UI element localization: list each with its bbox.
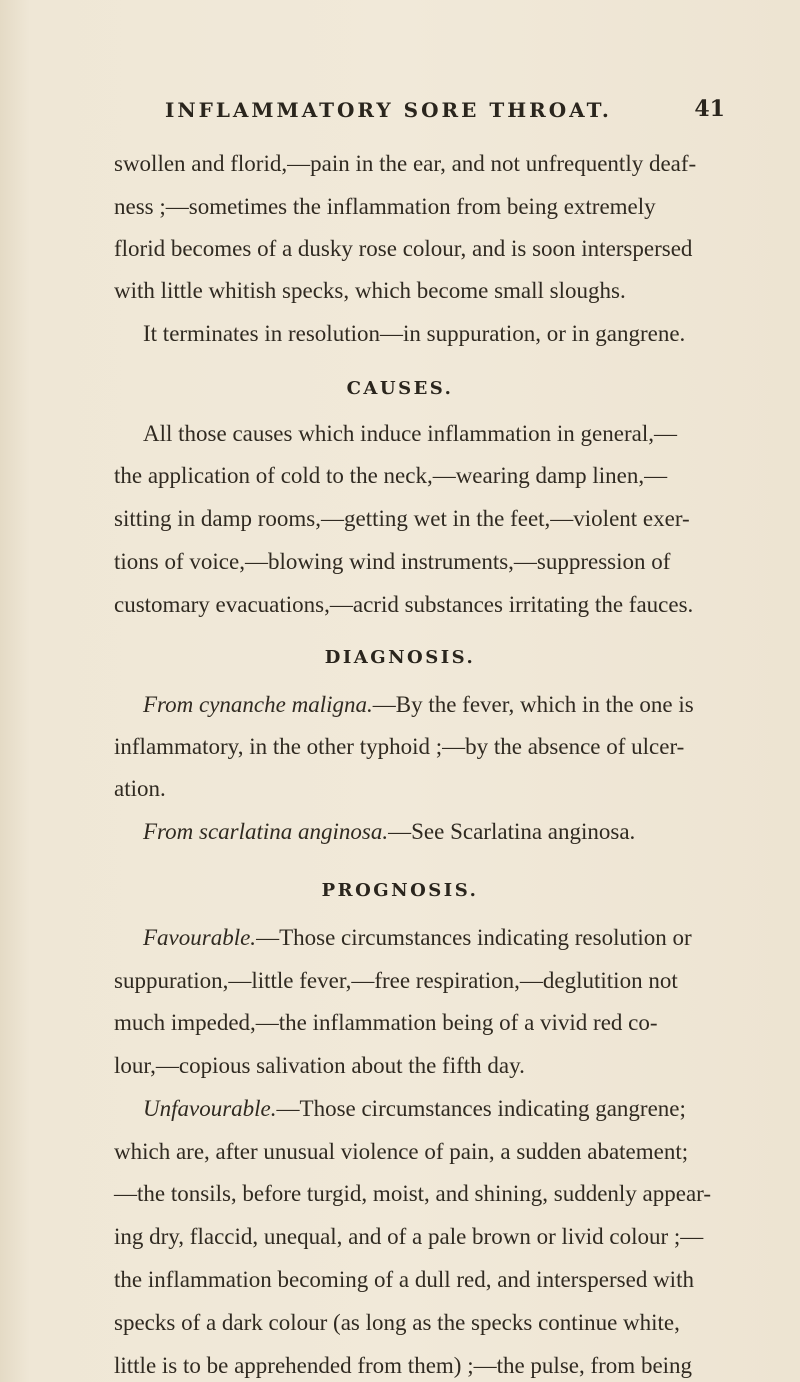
running-title: INFLAMMATORY SORE THROAT. (165, 98, 612, 122)
italic-lead: Favourable. (143, 925, 257, 950)
heading-prognosis: PROGNOSIS. (321, 880, 479, 901)
text-line: which are, after unusual violence of pain, a sudden abatement; (114, 1139, 689, 1164)
text-line: little is to be apprehended from them) ;—the pulse, from being (114, 1353, 693, 1378)
text-line: It terminates in resolution—in suppuration, or in gangrene. (143, 321, 686, 346)
text-span: —By the fever, which in the one is (372, 692, 694, 717)
text-line: the application of cold to the neck,—wearing damp linen,— (114, 463, 668, 488)
text-line: with little whitish specks, which become small sloughs. (114, 278, 626, 303)
text-line: ness ;—sometimes the inflammation from being extremely (114, 194, 656, 219)
text-line (143, 924, 692, 952)
heading-causes: CAUSES. (346, 378, 454, 399)
text-line: suppuration,—little fever,—free respiration,—deglutition not (114, 968, 678, 993)
page-header (165, 98, 725, 138)
text-line: much impeded,—the inflammation being of a vivid red co- (114, 1010, 658, 1035)
text-line: florid becomes of a dusky rose colour, and is soon interspersed (114, 236, 693, 261)
text-line: —the tonsils, before turgid, moist, and shining, suddenly appear- (114, 1181, 712, 1206)
text-line: sitting in damp rooms,—getting wet in the feet,—violent exer- (114, 506, 690, 531)
text-line: the inflammation becoming of a dull red, and interspersed with (114, 1267, 694, 1292)
italic-lead: From cynanche maligna. (143, 692, 373, 717)
text-line: customary evacuations,—acrid substances irritating the fauces. (114, 592, 694, 617)
text-span: —See Scarlatina anginosa. (388, 819, 636, 844)
text-line: ation. (114, 776, 166, 801)
text-line (143, 818, 635, 846)
heading-diagnosis: DIAGNOSIS. (324, 647, 476, 668)
text-line (143, 691, 694, 719)
text-span: —Those circumstances indicating gangrene; (276, 1096, 686, 1121)
italic-lead: Unfavourable. (143, 1096, 277, 1121)
text-line: lour,—copious salivation about the fifth day. (114, 1053, 525, 1078)
italic-lead: From scarlatina anginosa. (143, 819, 389, 844)
page-number: 41 (694, 96, 725, 122)
text-span: —Those circumstances indicating resolution or (256, 925, 692, 950)
text-line: All those causes which induce inflammation in general,— (143, 421, 677, 446)
text-line: ing dry, flaccid, unequal, and of a pale brown or livid colour ;— (114, 1224, 704, 1249)
text-line: tions of voice,—blowing wind instruments,—suppression of (114, 549, 671, 574)
text-line: swollen and florid,—pain in the ear, and not unfrequently deaf- (114, 151, 697, 176)
text-line (143, 1095, 686, 1123)
text-line: specks of a dark colour (as long as the specks continue white, (114, 1310, 680, 1335)
text-line: inflammatory, in the other typhoid ;—by the absence of ulcer- (114, 734, 685, 759)
